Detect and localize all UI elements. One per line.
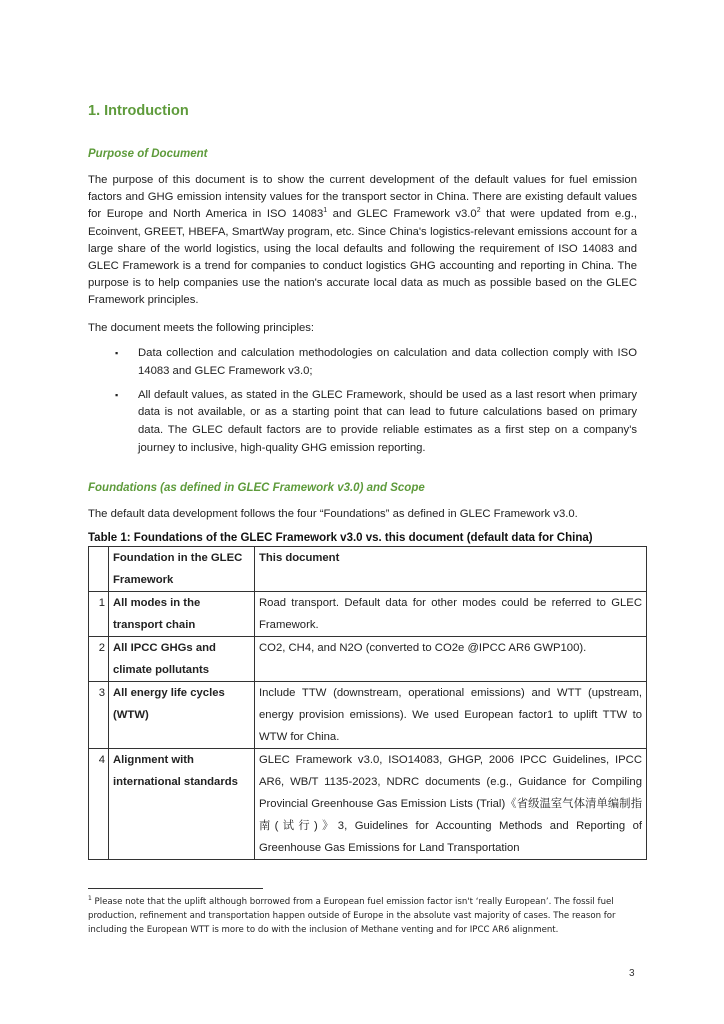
table-header-row [89, 547, 647, 592]
footnote-divider [88, 888, 263, 889]
purpose-heading: Purpose of Document [88, 148, 208, 160]
footnote: $^1$ Please note that the uplift although borrowed from a European fuel emission factor isn't ‘really European’. The fossil fuel production, refinement and transportation happen outside of Europe in the absolute vast majority of cases. The reason for including the European WTT is more to do with the inclusion of Methane venting and for IPCC AR6 alignment. [88, 895, 616, 935]
footnote-number: 1 [88, 895, 92, 903]
header-document-cell: This document [255, 547, 647, 592]
row-document: Include TTW (downstream, operational emissions) and WTT (upstream, energy provision emissions). We used European factor1 to uplift TTW to WTW for China. [255, 682, 647, 749]
row-number: 2 [89, 637, 109, 682]
row-foundation: All modes in the transport chain [109, 592, 255, 637]
bullet-icon: ▪ [115, 348, 119, 358]
row-foundation: Alignment with international standards [109, 749, 255, 860]
principles-list [88, 345, 637, 464]
header-foundation-cell: Foundation in the GLEC Framework [109, 547, 255, 592]
list-item: ▪ Data collection and calculation methodologies on calculation and data collection comply with ISO 14083 and GLEC Framework v3.0; [115, 347, 637, 377]
foundations-paragraph: The default data development follows the four “Foundations” as defined in GLEC Framework v3.0. [88, 508, 578, 520]
foundations-heading: Foundations (as defined in GLEC Framework v3.0) and Scope [88, 482, 425, 494]
row-foundation: All energy life cycles (WTW) [109, 682, 255, 749]
row-number: 4 [89, 749, 109, 860]
footnote-ref-1[interactable]: 1 [546, 709, 554, 721]
principles-intro: The document meets the following principles: [88, 322, 315, 334]
row-document: CO2, CH4, and N2O (converted to CO2e @IPCC AR6 GWP100). [255, 637, 647, 682]
purpose-paragraph: The purpose of this document is to show the current development of the default values for fuel emission factors and GHG emission intensity values for the transport sector in China. There are existing default values for Europe and North America in ISO 14083$^1$ and GLEC Framework $v3.0^2$ that were updated from e.g., Ecoinvent, GREET, HBEFA, SmartWay program, etc. Since China's logistics-relevant emissions account for a large share of the world logistics, using the local defaults and following the requirement of ISO 14083 and GLEC Framework is a trend for companies to conduct logistics GHG accounting and reporting in China. The purpose is to help companies use the nation's accurate local data as much as possible based on the GLEC Framework principles. [88, 174, 637, 307]
footnote-ref-3[interactable]: 3 [337, 820, 345, 832]
table-row [89, 682, 647, 749]
foundations-table [88, 546, 647, 860]
table-row [89, 637, 647, 682]
list-item: ▪ All default values, as stated in the GLEC Framework, should be used as a last resort when primary data is not available, or as a starting point that can lead to future calculations based on primary data. The GLEC default factors are to provide reliable estimates as a first step on a company's journey to inclusive, high-quality GHG emission reporting. [115, 388, 637, 454]
footnote-ref-2[interactable]: 2 [476, 207, 481, 215]
page-number: 3 [629, 968, 635, 979]
footnote-ref-1[interactable]: 1 [323, 207, 328, 215]
header-num-cell [89, 547, 109, 592]
row-document: GLEC Framework v3.0, ISO14083, GHGP, 2006 IPCC Guidelines, IPCC AR6, WB/T 1135-2023, NDRC documents (e.g., Guidance for Compiling Provincial Greenhouse Gas Emission Lists (Trial)《省级温室气体清单编制指南(试行)》3, Guidelines for Accounting Methods and Reporting of Greenhouse Gas Emissions for Land Transportation [255, 749, 647, 860]
table-row [89, 592, 647, 637]
row-document: Road transport. Default data for other modes could be referred to GLEC Framework. [255, 592, 647, 637]
bullet-icon: ▪ [115, 389, 119, 400]
table-caption: Table 1: Foundations of the GLEC Framework v3.0 vs. this document (default data for China) [88, 532, 593, 544]
row-foundation: All IPCC GHGs and climate pollutants [109, 637, 255, 682]
table-row [89, 749, 647, 860]
section-heading: 1. Introduction [88, 103, 189, 119]
row-number: 3 [89, 682, 109, 749]
row-number: 1 [89, 592, 109, 637]
